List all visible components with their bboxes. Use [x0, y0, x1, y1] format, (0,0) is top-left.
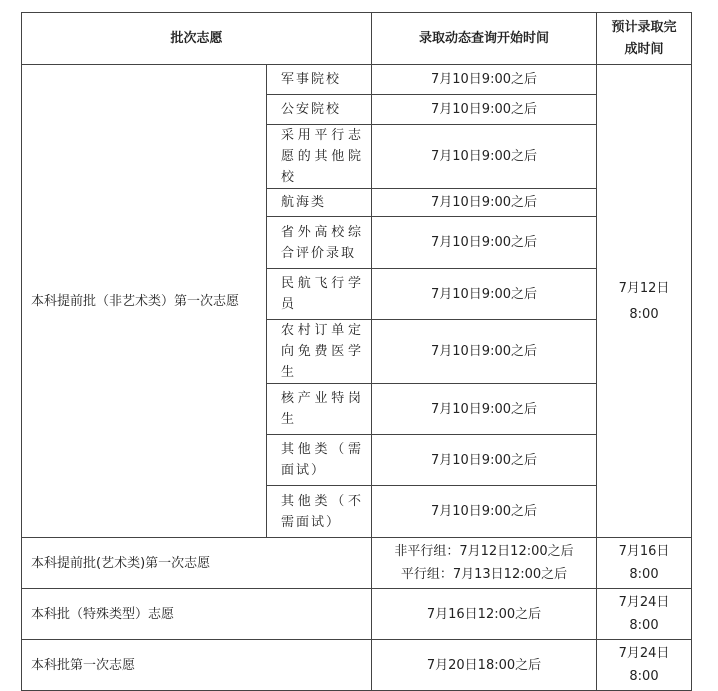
header-query-start: 录取动态查询开始时间: [372, 13, 597, 65]
start-time-line: 平行组：7月13日12:00之后: [400, 567, 568, 582]
table-row: [22, 538, 692, 589]
done-time: 8:00: [629, 306, 659, 322]
category-name: 省外高校综合评价录取: [267, 217, 372, 269]
batch-name: 本科批（特殊类型）志愿: [22, 589, 372, 640]
query-start-time: 7月10日9:00之后: [372, 320, 597, 384]
done-date: 7月24日: [618, 595, 670, 610]
category-name: 民航飞行学员: [267, 269, 372, 320]
query-start-time: 7月10日9:00之后: [372, 435, 597, 486]
category-name: 航海类: [267, 189, 372, 217]
category-name: 其他类（需面试）: [267, 435, 372, 486]
batch-name: 本科提前批（非艺术类）第一次志愿: [22, 65, 267, 538]
header-row: [22, 13, 692, 65]
query-start-time: 7月10日9:00之后: [372, 95, 597, 125]
query-start-time: 7月10日9:00之后: [372, 486, 597, 538]
expected-done-time: [597, 640, 692, 691]
done-date: 7月16日: [618, 544, 670, 559]
done-time: 8:00: [629, 669, 659, 684]
table-row: [22, 589, 692, 640]
category-name: 农村订单定向免费医学生: [267, 320, 372, 384]
expected-done-time: [597, 589, 692, 640]
query-start-time: 7月10日9:00之后: [372, 217, 597, 269]
start-time-line: 非平行组：7月12日12:00之后: [394, 544, 574, 559]
category-name: 公安院校: [267, 95, 372, 125]
category-name: 军事院校: [267, 65, 372, 95]
batch-name: 本科提前批(艺术类)第一次志愿: [22, 538, 372, 589]
query-start-time: 7月10日9:00之后: [372, 189, 597, 217]
table-row: [22, 640, 692, 691]
header-batch: 批次志愿: [22, 13, 372, 65]
table-row: [22, 65, 692, 95]
done-date: 7月12日: [618, 280, 670, 296]
expected-done-time: [597, 65, 692, 538]
query-start-time: 7月16日12:00之后: [372, 589, 597, 640]
header-expected-done: 预计录取完成时间: [597, 13, 692, 65]
admission-schedule-table: [21, 12, 692, 691]
query-start-time: 7月10日9:00之后: [372, 384, 597, 435]
query-start-time: 7月10日9:00之后: [372, 269, 597, 320]
query-start-time: 7月10日9:00之后: [372, 125, 597, 189]
done-time: 8:00: [629, 618, 659, 633]
category-name: 核产业特岗生: [267, 384, 372, 435]
query-start-time: [372, 538, 597, 589]
query-start-time: 7月20日18:00之后: [372, 640, 597, 691]
batch-name: 本科批第一次志愿: [22, 640, 372, 691]
category-name: 其他类（不需面试）: [267, 486, 372, 538]
category-name: 采用平行志愿的其他院校: [267, 125, 372, 189]
done-time: 8:00: [629, 567, 659, 582]
expected-done-time: [597, 538, 692, 589]
done-date: 7月24日: [618, 646, 670, 661]
query-start-time: 7月10日9:00之后: [372, 65, 597, 95]
